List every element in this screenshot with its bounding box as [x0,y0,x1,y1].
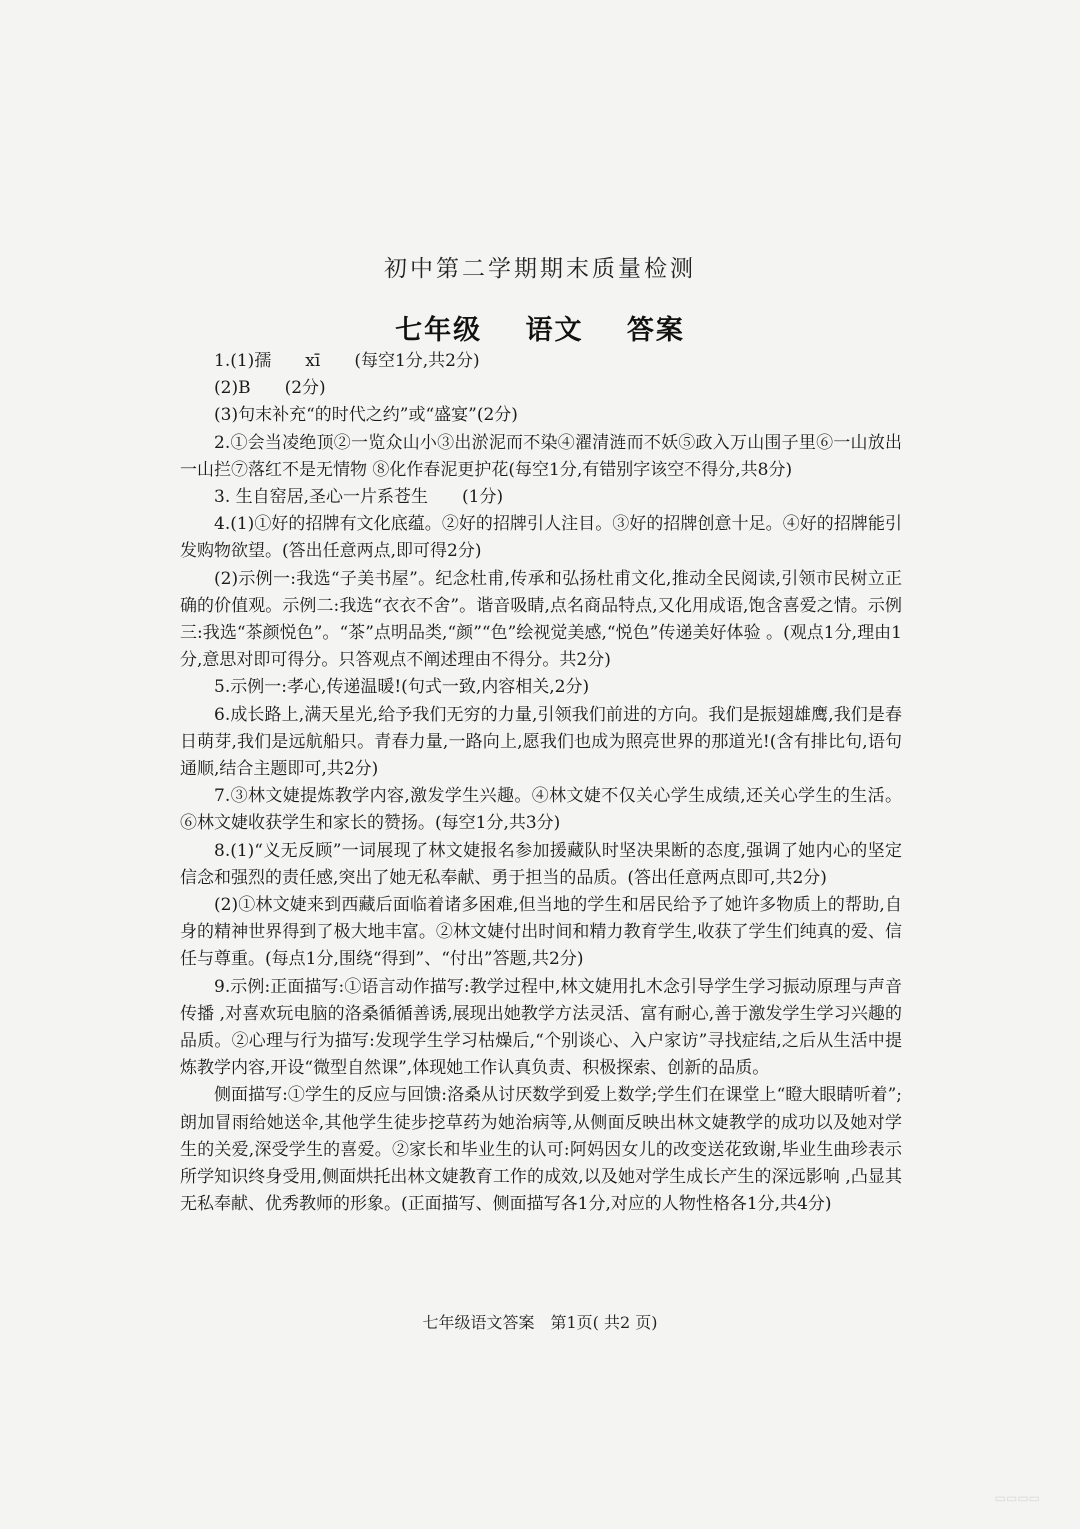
answer-1-3: (3)句末补充“的时代之约”或“盛宴”(2分) [214,405,518,426]
page-footer: 七年级语文答案 第1页( 共2 页) [422,1313,658,1332]
answer-4-1: 4.(1)①好的招牌有文化底蕴。②好的招牌引人注目。③好的招牌创意十足。④好的招牌能引发购物欲望。(答出任意两点,即可得2分) [180,514,902,562]
title-subject: 语文 [525,315,584,346]
answer-9-side: 侧面描写:①学生的反应与回馈:洛桑从讨厌数学到爱上数学;学生们在课堂上“瞪大眼睛听着”;朗加冒雨给她送伞,其他学生徒步挖草药为她治病等,从侧面反映出林文婕教学的成功以及她对学生的关爱,深受学生的喜爱。②家长和毕业生的认可:阿妈因女儿的改变送花致谢,毕业生曲珍表示所学知识终身受用,侧面烘托出林文婕教育工作的成效,以及她对学生成长产生的深远影响 ,凸显其无私奉献、优秀教师的形象。(正面描写、侧面描写各1分,对应的人物性格各1分,共4分) [180,1085,902,1215]
answer-body [180,348,902,1219]
answer-2: 2.①会当凌绝顶②一览众山小③出淤泥而不染④濯清涟而不妖⑤政入万山围子里⑥一山放出一山拦⑦落红不是无情物 ⑧化作春泥更护花(每空1分,有错别字该空不得分,共8分) [180,432,902,480]
answer-4-2: (2)示例一:我选“子美书屋”。纪念杜甫,传承和弘扬杜甫文化,推动全民阅读,引领市民树立正确的价值观。示例二:我选“衣衣不舍”。谐音吸睛,点名商品特点,又化用成语,饱含喜爱之情。示例三:我选“茶颜悦色”。“茶”点明品类,“颜”“色”绘视觉美感,“悦色”传递美好体验 。(观点1分,理由1分,意思对即可得分。只答观点不阐述理由不得分。共2分) [180,568,902,671]
title-grade: 七年级 [395,315,483,346]
exam-subtitle: 初中第二学期期末质量检测 [384,256,696,282]
answer-7: 7.③林文婕提炼教学内容,激发学生兴趣。④林文婕不仅关心学生成绩,还关心学生的生活。⑥林文婕收获学生和家长的赞扬。(每空1分,共3分) [180,786,902,834]
answer-9-front: 9.示例:正面描写:①语言动作描写:教学过程中,林文婕用扎木念引导学生学习振动原理与声音传播 ,对喜欢玩电脑的洛桑循循善诱,展现出她教学方法灵活、富有耐心,善于激发学生学习兴趣的品质。②心理与行为描写:发现学生学习枯燥后,“个别谈心、入户家访”寻找症结,之后从生活中提炼教学内容,开设“微型自然课”,体现她工作认真负责、积极探索、创新的品质。 [180,976,902,1079]
answer-8-1: 8.(1)“义无反顾”一词展现了林文婕报名参加援藏队时坚决果断的态度,强调了她内心的坚定信念和强烈的责任感,突出了她无私奉献、勇于担当的品质。(答出任意两点即可,共2分) [180,840,902,888]
page-title [0,308,1080,347]
watermark-logo: ▭▭▭▭ [994,1491,1040,1505]
answer-8-2: (2)①林文婕来到西藏后面临着诸多困难,但当地的学生和居民给予了她许多物质上的帮助,自身的精神世界得到了极大地丰富。②林文婕付出时间和精力教育学生,收获了学生们纯真的爱、信任与尊重。(每点1分,围绕“得到”、“付出”答题,共2分) [180,895,902,970]
answer-6: 6.成长路上,满天星光,给予我们无穷的力量,引领我们前进的方向。我们是振翅雄鹰,我们是春日萌芽,我们是远航船只。青春力量,一路向上,愿我们也成为照亮世界的那道光!(含有排比句,语句通顺,结合主题即可,共2分) [180,704,902,780]
answer-1-2: (2)B (2分) [214,378,326,399]
title-answer: 答案 [626,315,685,346]
answer-5: 5.示例一:孝心,传递温暖!(句式一致,内容相关,2分) [214,677,590,698]
answer-1-1: 1.(1)孺 xī (每空1分,共2分) [214,351,480,371]
answer-3: 3. 生自窑居,圣心一片系苍生 (1分) [214,487,504,508]
